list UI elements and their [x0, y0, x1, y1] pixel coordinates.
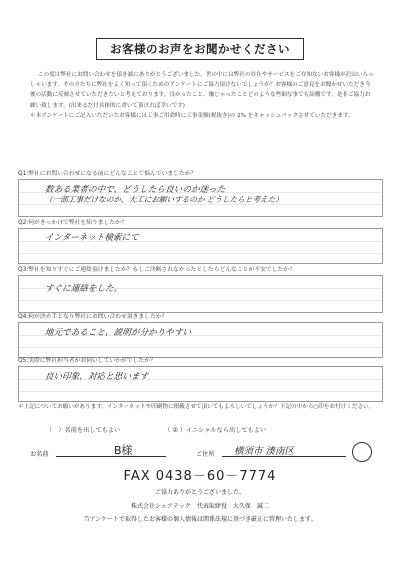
address-field[interactable]: 横須市 湊南区: [234, 446, 295, 457]
answer-1-box[interactable]: [18, 179, 383, 217]
intro-text: [30, 70, 375, 121]
answer-2-line-1: インターネット検索にて: [44, 233, 140, 243]
company-info: 株式会社シェアテック 代表取締役 大久保 誠二: [131, 503, 269, 510]
customer-info-row: [26, 440, 346, 458]
question-5: [18, 357, 383, 402]
question-2: [18, 219, 383, 264]
question-1: [18, 170, 383, 217]
answer-3-line-1: すぐに連絡をした。: [44, 284, 123, 294]
privacy-notice: 当アンケートで取得したお客様の個人情報は関係法規に基づき厳正に管理いたします。: [83, 516, 317, 523]
answer-1-line-1: 数ある業者の中で、どうしたら良いのか迷った: [44, 185, 226, 195]
fax-number: FAX 0438－60－7774: [123, 469, 277, 484]
question-5-label: Q5:実際に弊社担当者がお伺いしていかがでしたか？: [18, 358, 156, 364]
consent-options: [46, 425, 266, 434]
answer-1-line-2: （一部工事だけなのか、大工にお願いするのか どうしたらと考えた）: [44, 195, 284, 204]
cashback-note: ＊本アンケートにご記入いただいたお客様には工事ご用命時に工事金額(税抜き)の 2% をキャッシュバックさせていただきます。: [30, 112, 354, 119]
answer-5-line-1: 良い印象、対応と思います: [44, 372, 149, 382]
question-2-label: Q2:何がきっかけで弊社を知りましたか？: [18, 220, 127, 226]
consent-question: ＊上記についてお願いがあります。インターネットや印刷物に掲載させて頂いてもよろしいでしょうか？下記の中から○印をお付けください。: [18, 404, 375, 410]
cooperation-stamp: [352, 442, 372, 462]
consent-option-initial[interactable]: （ ② ）イニシャルなら出してもよい: [164, 427, 267, 434]
consent-option-name[interactable]: （ ）名前を出してもよい: [46, 427, 121, 434]
name-underline: [56, 456, 166, 457]
question-4: [18, 313, 383, 358]
address-label: ご住所: [196, 451, 215, 458]
thanks-text: ご協力ありがとうございました。: [154, 489, 245, 496]
question-3: [18, 266, 383, 313]
intro-paragraph: この度は弊社にお問い合わせを頂き誠にありがとうございました。世の中には弊社の存在やサービスをご存知ないお客様が沢山いらっしゃいます。その方たちに弊社をよく知って頂くためのアンケートにご協力頂けないでしょうか？お客様のご意見をお聞かせいただき今後の活動に反映させていただきたいと考えております。良かったこと、嫌じゃったことどのような些細な事でも結構です。是非ご協力お願い致します。(出来るだけ具体的に書いて頂ければ幸いです): [30, 72, 374, 109]
name-field[interactable]: B様: [114, 444, 133, 457]
page-title: お客様のお声をお聞かせください: [96, 38, 304, 60]
answer-4-line-1: 地元であること、説明が分かりやすい: [44, 328, 192, 338]
question-3-label: Q3:弊社を知りすぐにご連絡頂けましたか？もしご決断されなかったとしたらどんなことが不安でしたか？: [18, 267, 295, 273]
answer-3-box[interactable]: [18, 275, 383, 313]
question-1-label: Q1:弊社にお問い合わせになる前にどんなことで悩んでいましたか？: [18, 171, 197, 177]
question-4-label: Q4:何が決め手となり弊社にお問い合わせ頂きましたか？: [18, 314, 168, 320]
answer-2-box[interactable]: [18, 228, 383, 264]
name-label: お名前: [30, 451, 49, 458]
answer-5-box[interactable]: [18, 366, 383, 402]
answer-4-box[interactable]: [18, 322, 383, 358]
